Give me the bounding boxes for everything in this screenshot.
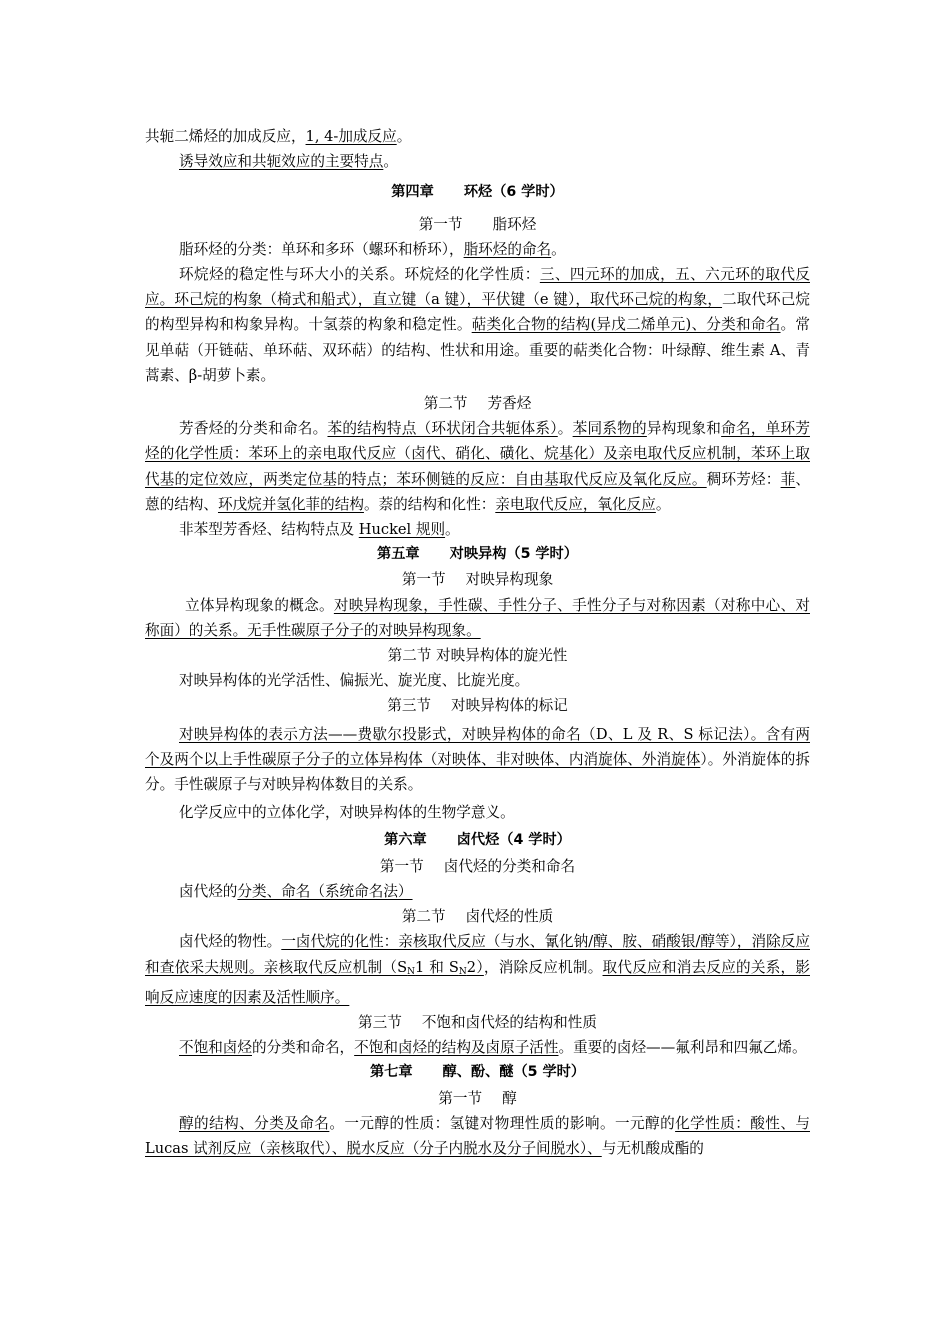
ch5-para-3: 对映异构体的表示方法——费歇尔投影式，对映异构体的命名（D、L 及 R、S 标记法）。含有两个及两个以上手性碳原子分子的立体异构体（对映体、非对映体、内消旋体、外消旋体）。外消旋体的拆分。手性碳原子与对映异构体数目的关系。 [145,725,810,794]
chapter-4-title: 第四章 环烃（6 学时） [391,184,564,201]
ch7-para-1: 醇的结构、分类及命名。一元醇的性质：氢键对物理性质的影响。一元醇的化学性质：酸性、与 Lucas 试剂反应（亲核取代）、脱水反应（分子内脱水及分子间脱水）、与无机酸成酯的 [145,1114,810,1157]
ch5-section-3-title: 第三节 对映异构体的标记 [387,697,568,715]
ch6-para-3: 不饱和卤烃的分类和命名，不饱和卤烃的结构及卤原子活性。重要的卤烃——氟利昂和四氟乙烯。 [179,1039,807,1057]
ch5-para-1: 立体异构现象的概念。对映异构现象，手性碳、手性分子、手性分子与对称因素（对称中心、对称面）的关系。无手性碳原子分子的对映异构现象。 [145,596,810,639]
ch5-para-4: 化学反应中的立体化学，对映异构体的生物学意义。 [179,804,515,822]
ch6-section-1-title: 第一节 卤代烃的分类和命名 [379,857,576,875]
ch6-section-3-title: 第三节 不饱和卤代烃的结构和性质 [358,1013,597,1031]
ch4-section-1-title: 第一节 脂环烃 [418,215,537,233]
line-conjugated-dienes: 共轭二烯烃的加成反应，1, 4-加成反应。 [145,128,412,145]
chapter-5-title: 第五章 对映异构（5 学时） [377,546,578,563]
chapter-7-title: 第七章 醇、酚、醚（5 学时） [369,1064,586,1081]
ch4-section-2-title: 第二节 芳香烃 [423,395,532,413]
chapter-6-title: 第六章 卤代烃（4 学时） [384,832,571,849]
ch7-section-1-title: 第一节 醇 [438,1089,517,1107]
ch4-para-3: 芳香烃的分类和命名。苯的结构特点（环状闭合共轭体系）。苯同系物的异构现象和命名，单环芳烃的化学性质：苯环上的亲电取代反应（卤代、硝化、磺化、烷基化）及亲电取代反应机制，苯环上取代基的定位效应，两类定位基的特点；苯环侧链的反应：自由基取代反应及氧化反应。稠环芳烃：菲、蒽的结构、环戊烷并氢化菲的结构。萘的结构和化性：亲电取代反应，氧化反应。 [145,420,810,513]
ch6-para-2: 卤代烃的物性。一卤代烷的化性：亲核取代反应（与水、氰化钠/醇、胺、硝酸银/醇等），消除反应和查依采夫规则。亲核取代反应机制（$S_N1$ 和 $S_N2$），消除反应机制。取代反应和消去反应的关系，影响反应速度的因素及活性顺序。 [145,933,810,1006]
line-inductive-effect: 诱导效应和共轭效应的主要特点。 [179,153,398,171]
ch4-para-1: 脂环烃的分类：单环和多环（螺环和桥环），脂环烃的命名。 [179,240,566,258]
ch4-para-4: 非苯型芳香烃、结构特点及 Huckel 规则。 [179,521,460,539]
ch4-para-2: 环烷烃的稳定性与环大小的关系。环烷烃的化学性质：三、四元环的加成，五、六元环的取代反应。环己烷的构象（椅式和船式），直立键（a 键），平伏键（e 键），取代环己烷的构象，二取代环己烷的构型异构和构象异构。十氢萘的构象和稳定性。萜类化合物的结构(异戊二烯单元)、分类和命名。常见单萜（开链萜、单环萜、双环萜）的结构、性状和用途。重要的萜类化合物：叶绿醇、维生素 A、青蒿素、β-胡萝卜素。 [145,266,810,384]
ch6-section-2-title: 第二节 卤代烃的性质 [401,908,554,926]
document-page [145,124,810,1161]
ch5-section-1-title: 第一节 对映异构现象 [401,571,554,589]
ch5-section-2-title: 第二节 对映异构体的旋光性 [387,647,568,665]
ch6-para-1: 卤代烃的分类、命名（系统命名法） [179,882,413,900]
ch5-para-2: 对映异构体的光学活性、偏振光、旋光度、比旋光度。 [179,672,530,690]
